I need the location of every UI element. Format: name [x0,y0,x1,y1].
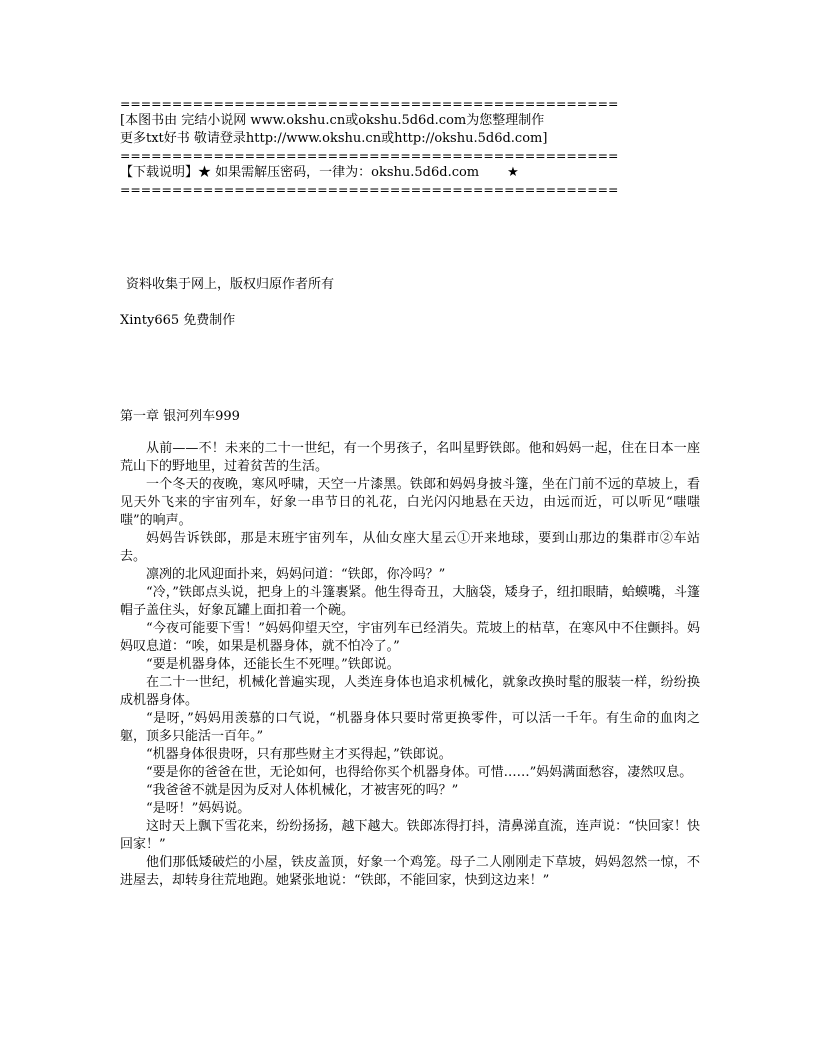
separator-rule: ================================================ [120,182,619,197]
paragraph: “冷，”铁郎点头说，把身上的斗篷裹紧。他生得奇丑，大脑袋，矮身子，纽扣眼睛，蛤蟆嘴，斗篷帽子盖住头，好象瓦罐上面扣着一个碗。 [120,585,700,618]
download-note-text: 【下载说明】★ 如果需解压密码，一律为：okshu.5d6d.com [120,165,480,180]
copyright-note: 资料收集于网上，版权归原作者所有 [126,277,335,292]
star-icon: ★ [507,165,519,180]
paragraph: “是呀！”妈妈说。 [146,801,251,816]
paragraph: “要是机器身体，还能长生不死哩。”铁郎说。 [146,657,400,672]
paragraph: 从前——不！未来的二十一世纪，有一个男孩子，名叫星野铁郎。他和妈妈一起，住在日本一座荒山下的野地里，过着贫苦的生活。 [120,441,700,474]
paragraph: 在二十一世纪，机械化普遍实现，人类连身体也追求机械化，就象改换时髦的服装一样，纷纷换成机器身体。 [120,675,700,708]
document-page [120,96,700,890]
chapter-title: 第一章 银河列车999 [120,409,240,424]
paragraph: “要是你的爸爸在世，无论如何，也得给你买个机器身体。可惜……”妈妈满面愁容，凄然叹息。 [146,765,693,780]
paragraph: “今夜可能要下雪！”妈妈仰望天空，宇宙列车已经消失。荒坡上的枯草，在寒风中不住颤抖。妈妈叹息道：“唉，如果是机器身体，就不怕冷了。” [120,621,700,654]
source-notice-line-2: 更多txt好书 敬请登录http://www.okshu.cn或http://okshu.5d6d.com] [120,131,548,146]
paragraph: “我爸爸不就是因为反对人体机械化，才被害死的吗？” [146,783,459,798]
separator-rule: ================================================ [120,96,619,111]
paragraph: 他们那低矮破烂的小屋，铁皮盖顶，好象一个鸡笼。母子二人刚刚走下草坡，妈妈忽然一惊，不进屋去，却转身往荒地跑。她紧张地说：“铁郎，不能回家，快到这边来！” [120,855,700,888]
paragraph: 一个冬天的夜晚，寒风呼啸，天空一片漆黑。铁郎和妈妈身披斗篷，坐在门前不远的草坡上，看见天外飞来的宇宙列车，好象一串节日的礼花，白光闪闪地悬在天边，由远而近，可以听见“嗤嗤嗤”的响声。 [120,477,700,528]
paragraph: “机器身体很贵呀，只有那些财主才买得起，”铁郎说。 [146,747,452,762]
paragraph: 妈妈告诉铁郎，那是末班宇宙列车，从仙女座大星云①开来地球，要到山那边的集群市②车站去。 [120,531,700,564]
source-notice-line-1: [本图书由 完结小说网 www.okshu.cn或okshu.5d6d.com为您整理制作 [120,113,545,128]
paragraph: 凛冽的北风迎面扑来，妈妈问道：“铁郎，你冷吗？” [146,567,446,582]
paragraph: “是呀，”妈妈用羡慕的口气说，“机器身体只要时常更换零件，可以活一千年。有生命的血肉之躯，顶多只能活一百年。” [120,711,700,744]
paragraph: 这时天上飘下雪花来，纷纷扬扬，越下越大。铁郎冻得打抖，清鼻涕直流，连声说：“快回家！快回家！” [120,819,700,852]
separator-rule: ================================================ [120,148,619,163]
download-note [120,164,700,182]
producer-credit: Xinty665 免费制作 [120,313,236,328]
